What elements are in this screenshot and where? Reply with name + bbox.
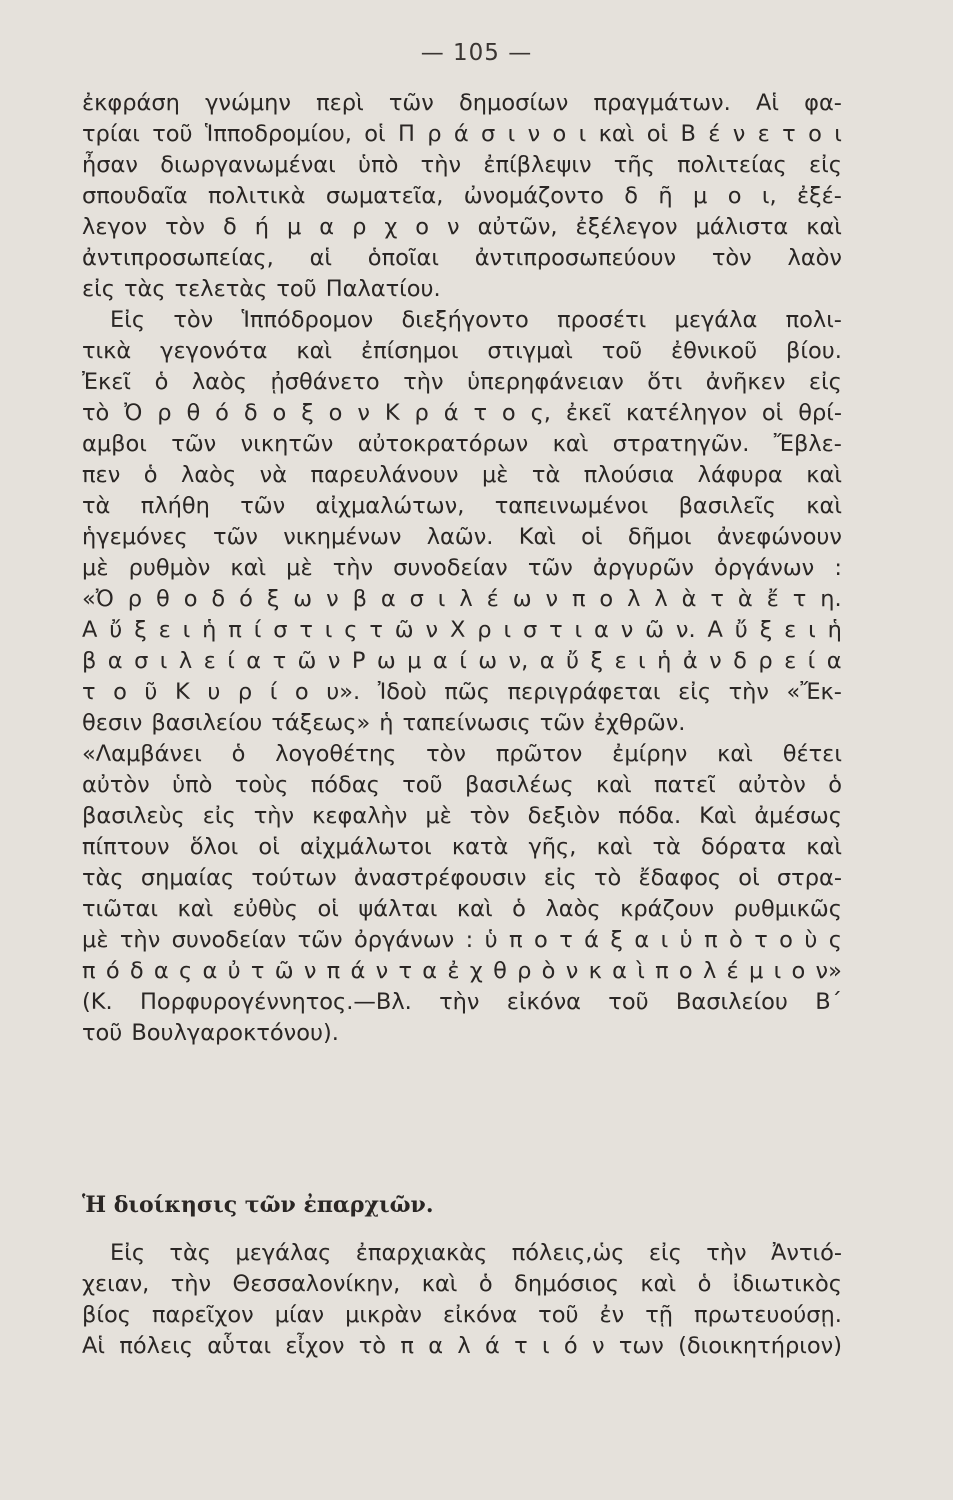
text-line: ἐκφράση γνώμην περὶ τῶν δημοσίων πραγμάτων. Αἱ φα- bbox=[82, 90, 842, 116]
text-line: τ ο ῦ Κ υ ρ ί ο υ». Ἰδοὺ πῶς περιγράφεται εἰς τὴν «Ἔκ- bbox=[82, 679, 842, 705]
text-line: σπουδαῖα πολιτικὰ σωματεῖα, ὠνομάζοντο δ ῆ μ ο ι, ἐξέ- bbox=[82, 183, 842, 209]
text-line: χειαν, τὴν Θεσσαλονίκην, καὶ ὁ δημόσιος καὶ ὁ ἰδιωτικὸς bbox=[82, 1271, 842, 1297]
text-line: βασιλεὺς εἰς τὴν κεφαλὴν μὲ τὸν δεξιὸν πόδα. Καὶ ἀμέσως bbox=[82, 803, 842, 829]
text-line: μὲ τὴν συνοδείαν τῶν ὀργάνων : ὑ π ο τ ά ξ α ι ὑ π ὸ τ ο ὺ ς bbox=[82, 927, 842, 953]
text-line: λεγον τὸν δ ή μ α ρ χ ο ν αὐτῶν, ἐξέλεγον μάλιστα καὶ bbox=[82, 214, 842, 240]
text-line: «Λαμβάνει ὁ λογοθέτης τὸν πρῶτον ἐμίρην καὶ θέτει bbox=[82, 741, 842, 767]
text-line: αὐτὸν ὑπὸ τοὺς πόδας τοῦ βασιλέως καὶ πατεῖ αὐτὸν ὁ bbox=[82, 772, 842, 798]
page-number: — 105 — bbox=[420, 40, 533, 66]
text-line: τικὰ γεγονότα καὶ ἐπίσημοι στιγμαὶ τοῦ ἐθνικοῦ βίου. bbox=[82, 338, 842, 364]
text-line: τοῦ Βουλγαροκτόνου). bbox=[82, 1020, 339, 1046]
text-line: τρίαι τοῦ Ἱπποδρομίου, οἱ Π ρ ά σ ι ν ο ι καὶ οἱ Β έ ν ε τ ο ι bbox=[82, 121, 842, 147]
text-line: Εἰς τὰς μεγάλας ἐπαρχιακὰς πόλεις,ὡς εἰς τὴν Ἀντιό- bbox=[110, 1240, 842, 1266]
text-line: ἀντιπροσωπείας, αἱ ὁποῖαι ἀντιπροσωπεύουν τὸν λαὸν bbox=[82, 245, 842, 271]
text-line: π ό δ α ς α ὐ τ ῶ ν π ά ν τ α ἐ χ θ ρ ὸ ν κ α ὶ π ο λ έ μ ι ο ν» bbox=[82, 958, 842, 984]
text-line: (Κ. Πορφυρογέννητος.—Βλ. τὴν εἰκόνα τοῦ Βασιλείου Β΄ bbox=[82, 989, 842, 1015]
text-line: αμβοι τῶν νικητῶν αὐτοκρατόρων καὶ στρατηγῶν. Ἔβλε- bbox=[82, 431, 842, 457]
text-line: πίπτουν ὅλοι οἱ αἰχμάλωτοι κατὰ γῆς, καὶ τὰ δόρατα καὶ bbox=[82, 834, 842, 860]
section-heading: Ἡ διοίκησις τῶν ἐπαρχιῶν. bbox=[82, 1192, 434, 1218]
text-line: Αἱ πόλεις αὗται εἶχον τὸ π α λ ά τ ι ό ν των (διοικητήριον) bbox=[82, 1333, 842, 1359]
text-line: β α σ ι λ ε ί α τ ῶ ν Ρ ω μ α ί ω ν, α ὔ ξ ε ι ἡ ἀ ν δ ρ ε ί α bbox=[82, 648, 842, 674]
text-line: τὰς σημαίας τούτων ἀναστρέφουσιν εἰς τὸ ἔδαφος οἱ στρα- bbox=[82, 865, 842, 891]
text-line: ἡγεμόνες τῶν νικημένων λαῶν. Καὶ οἱ δῆμοι ἀνεφώνουν bbox=[82, 524, 842, 550]
text-line: ἦσαν διωργανωμέναι ὑπὸ τὴν ἐπίβλεψιν τῆς πολιτείας εἰς bbox=[82, 152, 842, 178]
text-line: μὲ ρυθμὸν καὶ μὲ τὴν συνοδείαν τῶν ἀργυρῶν ὀργάνων : bbox=[82, 555, 842, 581]
text-line: «Ὀ ρ θ ο δ ό ξ ω ν β α σ ι λ έ ω ν π ο λ λ ὰ τ ὰ ἔ τ η. bbox=[82, 586, 842, 612]
text-line: πεν ὁ λαὸς νὰ παρευλάνουν μὲ τὰ πλούσια λάφυρα καὶ bbox=[82, 462, 842, 488]
text-line: τὰ πλήθη τῶν αἰχμαλώτων, ταπεινωμένοι βασιλεῖς καὶ bbox=[82, 493, 842, 519]
text-line: Ἐκεῖ ὁ λαὸς ᾐσθάνετο τὴν ὑπερηφάνειαν ὅτι ἀνῆκεν εἰς bbox=[82, 369, 842, 395]
text-line: Εἰς τὸν Ἱππόδρομον διεξήγοντο προσέτι μεγάλα πολι- bbox=[110, 307, 842, 333]
text-line: τιῶται καὶ εὐθὺς οἱ ψάλται καὶ ὁ λαὸς κράζουν ρυθμικῶς bbox=[82, 896, 842, 922]
text-line: Α ὔ ξ ε ι ἡ π ί σ τ ι ς τ ῶ ν Χ ρ ι σ τ ι α ν ῶ ν. Α ὔ ξ ε ι ἡ bbox=[82, 617, 842, 643]
text-line: τὸ Ὀ ρ θ ό δ ο ξ ο ν Κ ρ ά τ ο ς, ἐκεῖ κατέληγον οἱ θρί- bbox=[82, 400, 842, 426]
text-line: θεσιν βασιλείου τάξεως» ἡ ταπείνωσις τῶν ἐχθρῶν. bbox=[82, 710, 686, 736]
text-line: βίος παρεῖχον μίαν μικρὰν εἰκόνα τοῦ ἐν τῇ πρωτευούσῃ. bbox=[82, 1302, 842, 1328]
text-line: εἰς τὰς τελετὰς τοῦ Παλατίου. bbox=[82, 276, 441, 302]
